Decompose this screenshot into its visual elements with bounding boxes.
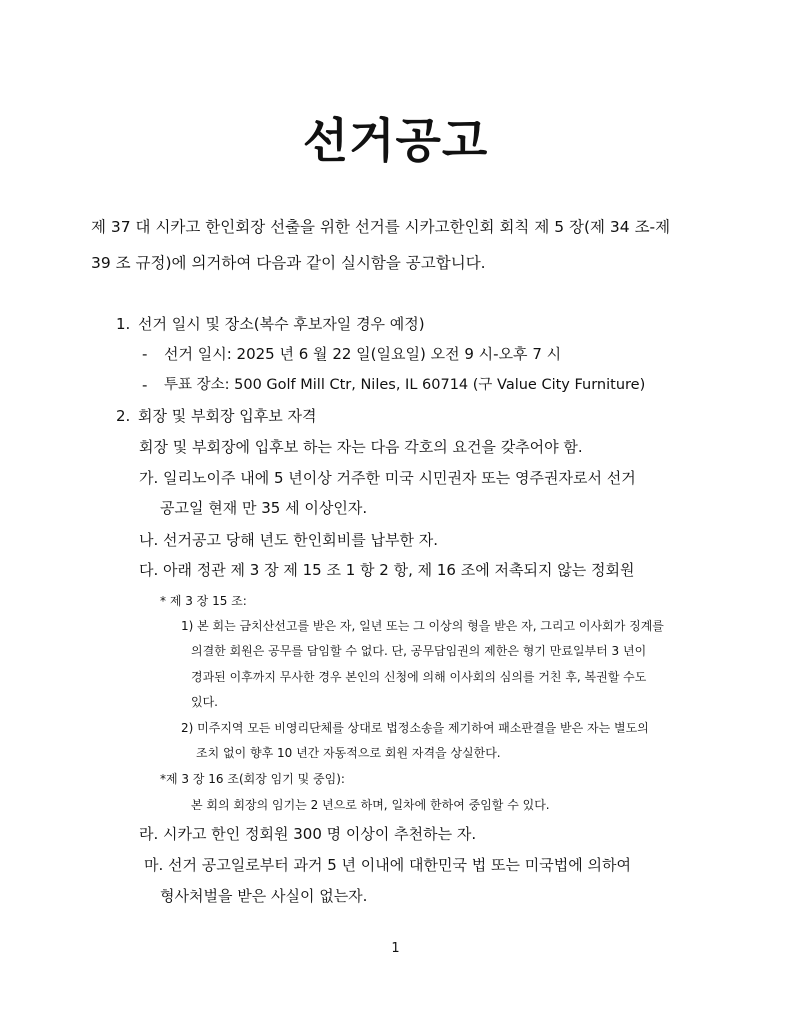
requirement-ga-line-1: 가. 일리노이주 내에 5 년이상 거주한 미국 시민권자 또는 영주권자로서 선거 (139, 469, 636, 487)
requirement-ma-line-2: 형사처벌을 받은 사실이 없는자. (160, 887, 368, 905)
article15-clause1-line-4: 있다. (191, 695, 218, 709)
intro-line-2: 39 조 규정)에 의거하여 다음과 같이 실시함을 공고합니다. (91, 254, 486, 272)
section2-number: 2. (116, 407, 131, 425)
requirement-da: 다. 아래 정관 제 3 장 제 15 조 1 항 2 항, 제 16 조에 저촉되지 않는 정회원 (139, 561, 635, 579)
section1-number: 1. (116, 315, 131, 333)
election-datetime: 선거 일시: 2025 년 6 월 22 일(일요일) 오전 9 시-오후 7 시 (164, 345, 562, 363)
requirement-ga-line-2: 공고일 현재 만 35 세 이상인자. (160, 499, 368, 517)
article15-clause1-line-2: 의결한 회원은 공무를 담임할 수 없다. 단, 공무담임권의 제한은 형기 만료일부터 3 년이 (191, 644, 647, 658)
article16-label: *제 3 장 16 조(회장 임기 및 중임): (160, 772, 345, 786)
requirement-ma-line-1: 마. 선거 공고일로부터 과거 5 년 이내에 대한민국 법 또는 미국법에 의하여 (144, 856, 631, 874)
section2-heading: 회장 및 부회장 입후보 자격 (138, 407, 317, 425)
section2-lead: 회장 및 부회장에 입후보 하는 자는 다음 각호의 요건을 갖추어야 함. (139, 438, 583, 456)
section1-item-dash: - (142, 376, 148, 394)
requirement-ra: 라. 시카고 한인 정회원 300 명 이상이 추천하는 자. (139, 825, 477, 843)
article16-text: 본 회의 회장의 임기는 2 년으로 하며, 일차에 한하여 중임할 수 있다. (191, 798, 550, 812)
page-number: 1 (391, 941, 400, 956)
section1-item-dash: - (142, 345, 148, 363)
document-title: 선거공고 (302, 114, 489, 169)
article15-label: * 제 3 장 15 조: (160, 594, 247, 608)
section1-heading: 선거 일시 및 장소(복수 후보자일 경우 예정) (138, 315, 425, 333)
voting-location: 투표 장소: 500 Golf Mill Ctr, Niles, IL 60714 (구 Value City Furniture) (164, 377, 646, 393)
article15-clause1-line-3: 경과된 이후까지 무사한 경우 본인의 신청에 의해 이사회의 심의를 거친 후, 복권할 수도 (191, 670, 647, 684)
article15-clause2-line-2: 조치 없이 향후 10 년간 자동적으로 회원 자격을 상실한다. (196, 746, 501, 760)
article15-clause2-line-1: 2) 미주지역 모든 비영리단체를 상대로 법정소송을 제기하여 패소판결을 받은 자는 별도의 (181, 721, 649, 735)
requirement-na: 나. 선거공고 당해 년도 한인회비를 납부한 자. (139, 531, 438, 549)
article15-clause1-line-1: 1) 본 회는 금치산선고를 받은 자, 일년 또는 그 이상의 형을 받은 자, 그리고 이사회가 징계를 (181, 619, 664, 633)
intro-line-1: 제 37 대 시카고 한인회장 선출을 위한 선거를 시카고한인회 회칙 제 5 장(제 34 조-제 (91, 218, 671, 236)
